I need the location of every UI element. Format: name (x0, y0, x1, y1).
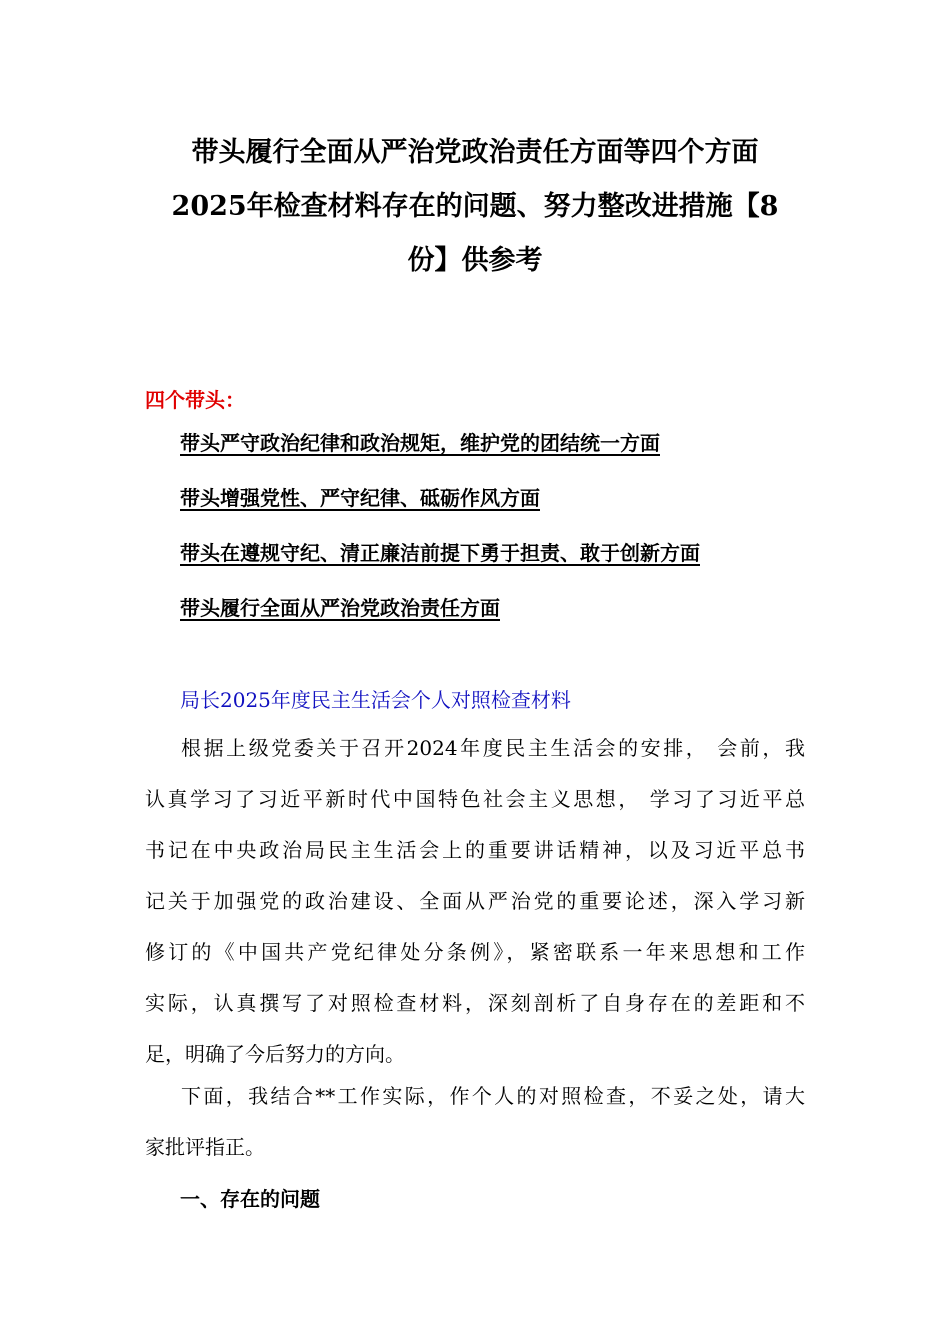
paragraph-line: 下面，我结合**工作实际，作个人的对照检查，不妥之处，请大 (181, 1084, 805, 1108)
paragraph-line: 书记在中央政治局民主生活会上的重要讲话精神，以及习近平总书 (145, 838, 805, 862)
second-paragraph (145, 1071, 805, 1173)
section-heading-problems: 一、存在的问题 (180, 1187, 320, 1211)
paragraph-line: 根据上级党委关于召开2024年度民主生活会的安排， 会前，我 (181, 736, 805, 760)
subdocument-title: 局长2025年度民主生活会个人对照检查材料 (180, 688, 571, 712)
paragraph-line: 认真学习了习近平新时代中国特色社会主义思想， 学习了习近平总 (145, 787, 805, 811)
toc-list (180, 430, 700, 650)
paragraph-line: 修订的《中国共产党纪律处分条例》，紧密联系一年来思想和工作 (145, 940, 805, 964)
intro-paragraph (145, 723, 805, 1080)
title-line-3: 份】供参考 (407, 245, 543, 276)
title-line-1: 带头履行全面从严治党政治责任方面等四个方面 (191, 137, 759, 168)
paragraph-line: 实际，认真撰写了对照检查材料，深刻剖析了自身存在的差距和不 (145, 991, 805, 1015)
toc-link-party-governance[interactable]: 带头履行全面从严治党政治责任方面 (180, 596, 500, 620)
toc-link-party-spirit[interactable]: 带头增强党性、严守纪律、砥砺作风方面 (180, 486, 540, 510)
paragraph-line: 家批评指正。 (145, 1135, 265, 1159)
toc-item[interactable] (180, 595, 700, 621)
toc-item[interactable] (180, 540, 700, 566)
document-title (120, 126, 830, 288)
toc-item[interactable] (180, 430, 700, 456)
toc-link-political-discipline[interactable]: 带头严守政治纪律和政治规矩，维护党的团结统一方面 (180, 431, 660, 455)
section-label-four-leads: 四个带头： (145, 388, 245, 412)
toc-link-integrity-innovation[interactable]: 带头在遵规守纪、清正廉洁前提下勇于担责、敢于创新方面 (180, 541, 700, 565)
title-line-2: 2025年检查材料存在的问题、努力整改进措施【8 (171, 191, 779, 222)
toc-item[interactable] (180, 485, 700, 511)
paragraph-line: 记关于加强党的政治建设、全面从严治党的重要论述，深入学习新 (145, 889, 805, 913)
paragraph-line: 足，明确了今后努力的方向。 (145, 1042, 405, 1066)
